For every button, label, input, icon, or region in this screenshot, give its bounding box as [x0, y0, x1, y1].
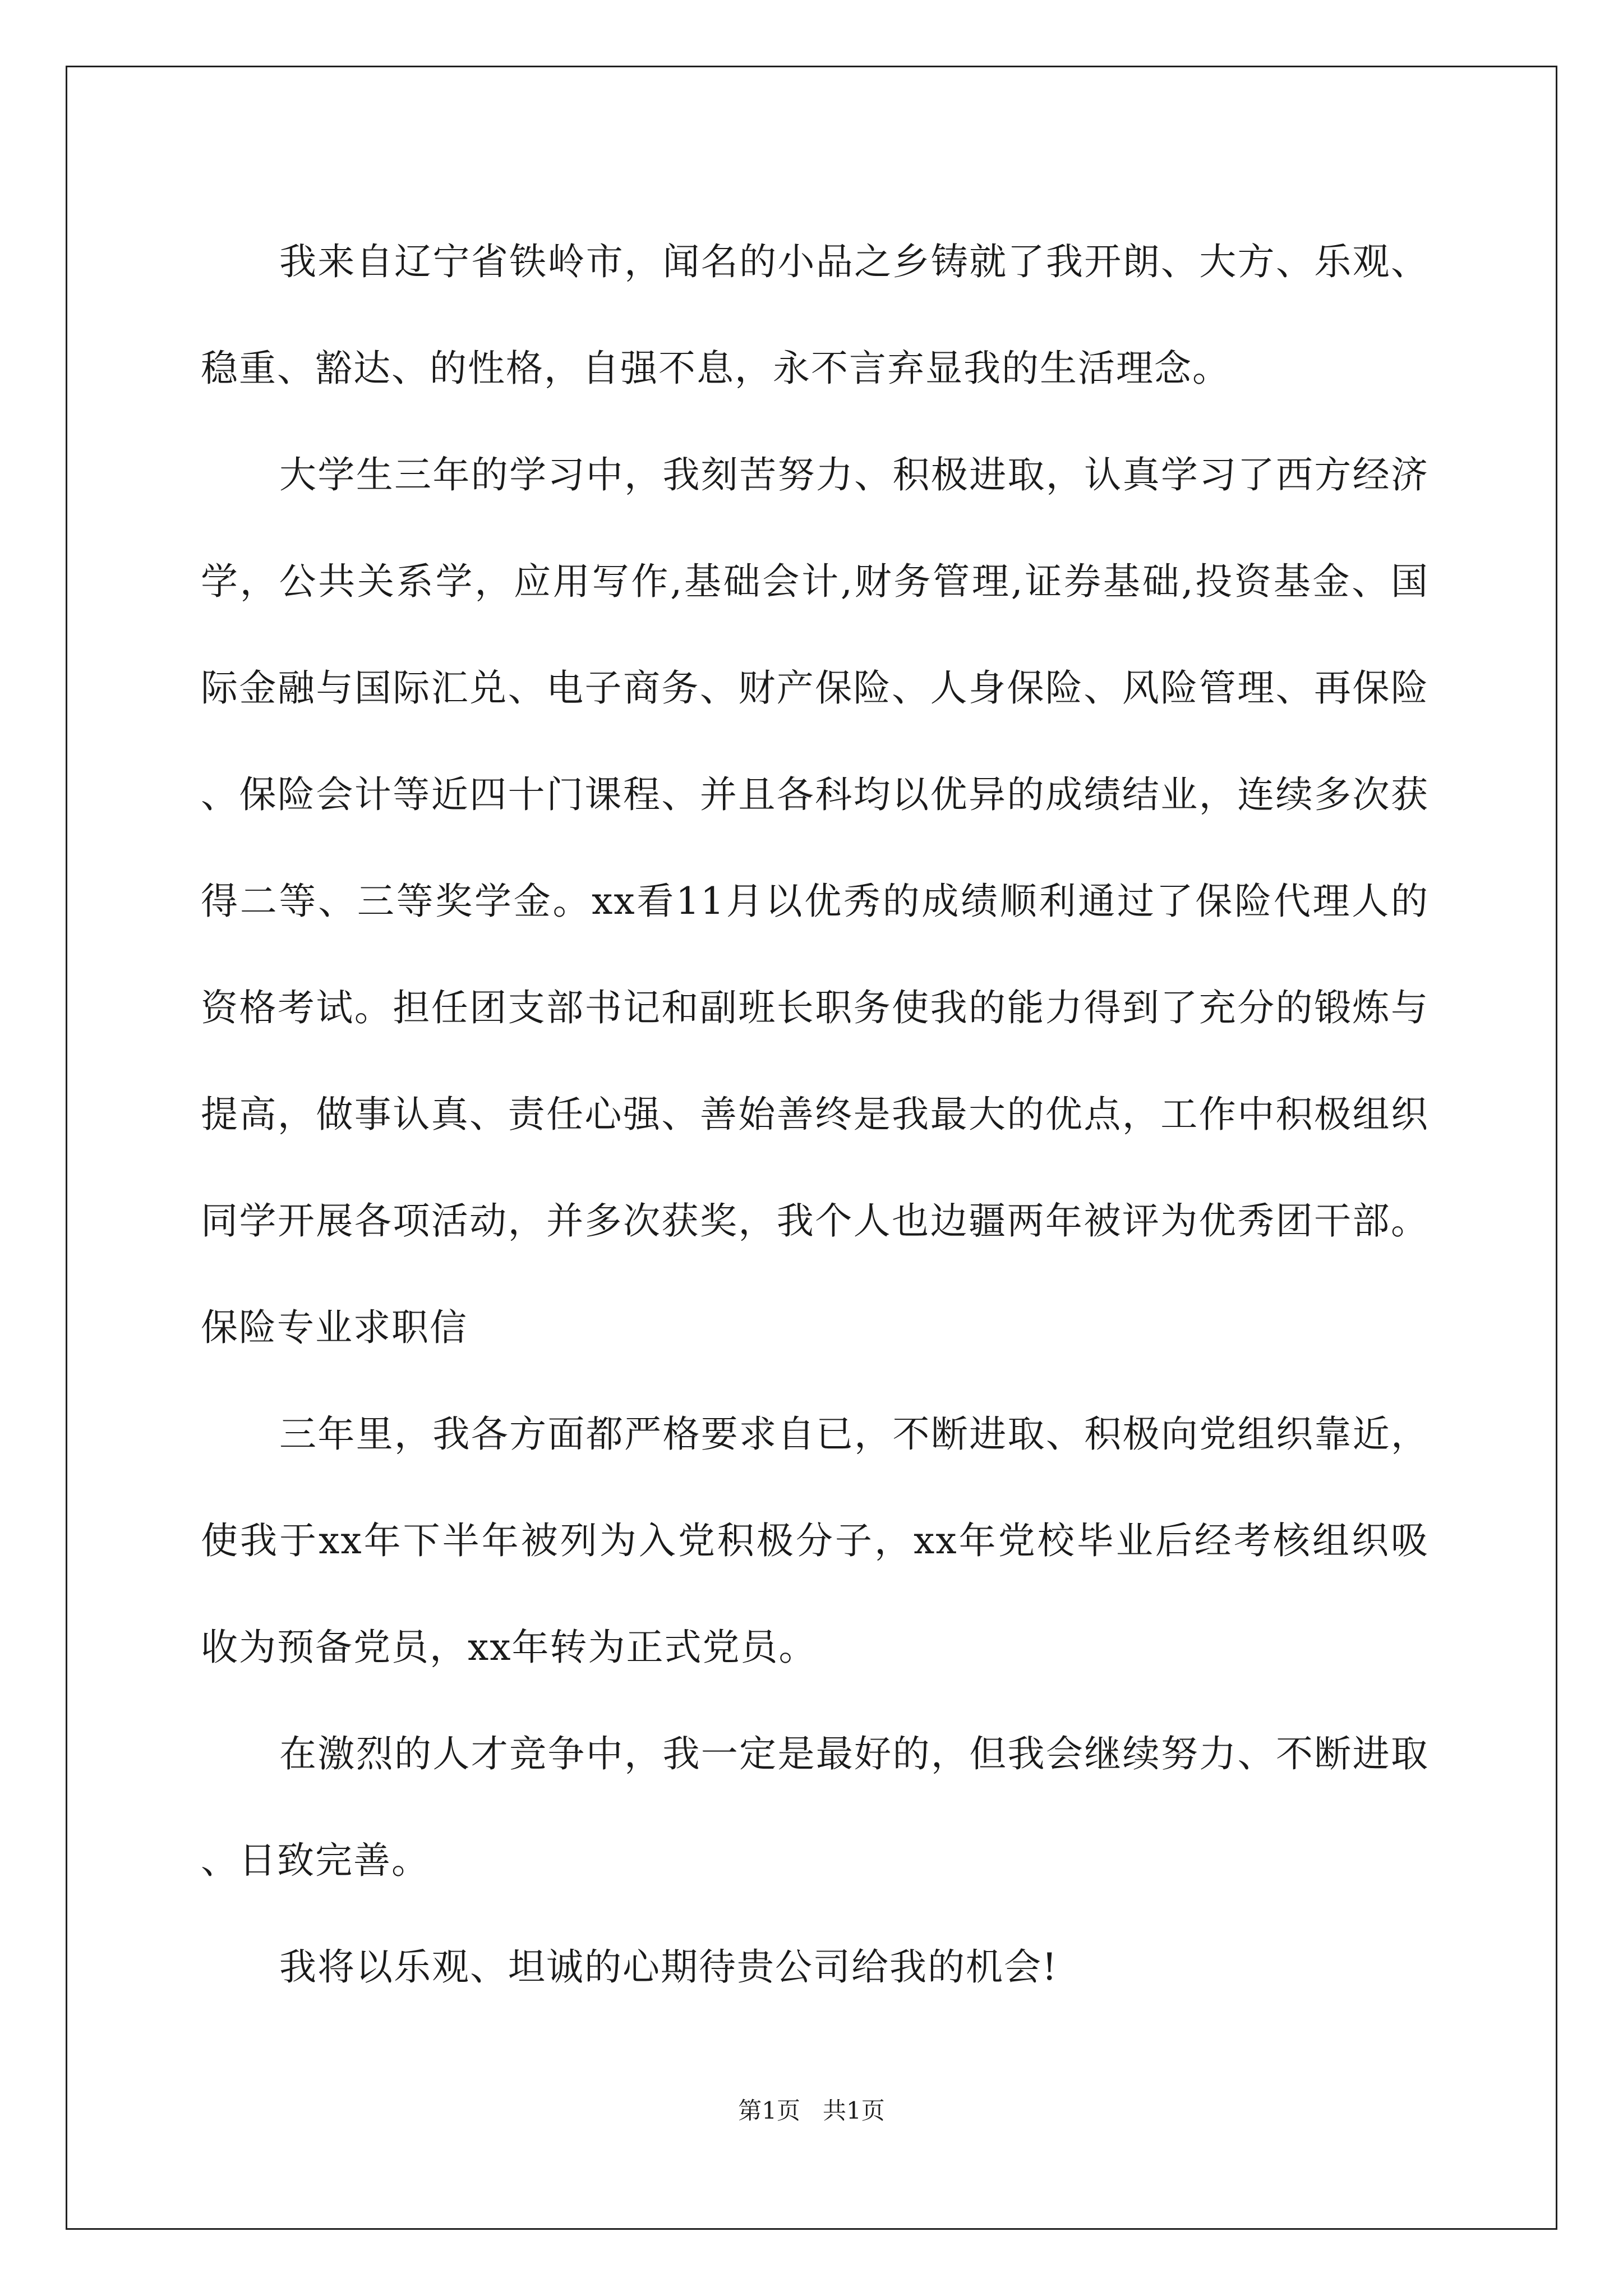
paragraph-1: 我来自辽宁省铁岭市，闻名的小品之乡铸就了我开朗、大方、乐观、稳重、豁达、的性格，自强不息，永不言弃显我的生活理念。	[201, 240, 1429, 390]
paragraph-4: 在激烈的人才竞争中，我一定是最好的，但我会继续努力、不断进取、日致完善。	[201, 1732, 1429, 1882]
page-number-current: 第1页	[738, 2097, 800, 2124]
paragraph-3: 三年里，我各方面都严格要求自已，不断进取、积极向党组织靠近，使我于xx年下半年被列为入党积极分子，xx年党校毕业后经考核组织吸收为预备党员，xx年转为正式党员。	[201, 1412, 1429, 1669]
paragraph-2: 大学生三年的学习中，我刻苦努力、积极进取，认真学习了西方经济学，公共关系学，应用写作,基础会计,财务管理,证券基础,投资基金、国际金融与国际汇兑、电子商务、财产保险、人身保险、风险管理、再保险、保险会计等近四十门课程、并且各科均以优异的成绩结业，连续多次获得二等、三等奖学金。xx看11月以优秀的成绩顺利通过了保险代理人的资格考试。担任团支部书记和副班长职务使我的能力得到了充分的锻炼与提高，做事认真、责任心强、善始善终是我最大的优点，工作中积极组织同学开展各项活动，并多次获奖，我个人也边疆两年被评为优秀团干部。保险专业求职信	[201, 453, 1429, 1349]
document-body	[201, 209, 1429, 2021]
paragraph-5: 我将以乐观、坦诚的心期待贵公司给我的机会!	[279, 1945, 1058, 1989]
page-number-total: 共1页	[823, 2097, 885, 2124]
page-footer	[0, 2094, 1623, 2128]
